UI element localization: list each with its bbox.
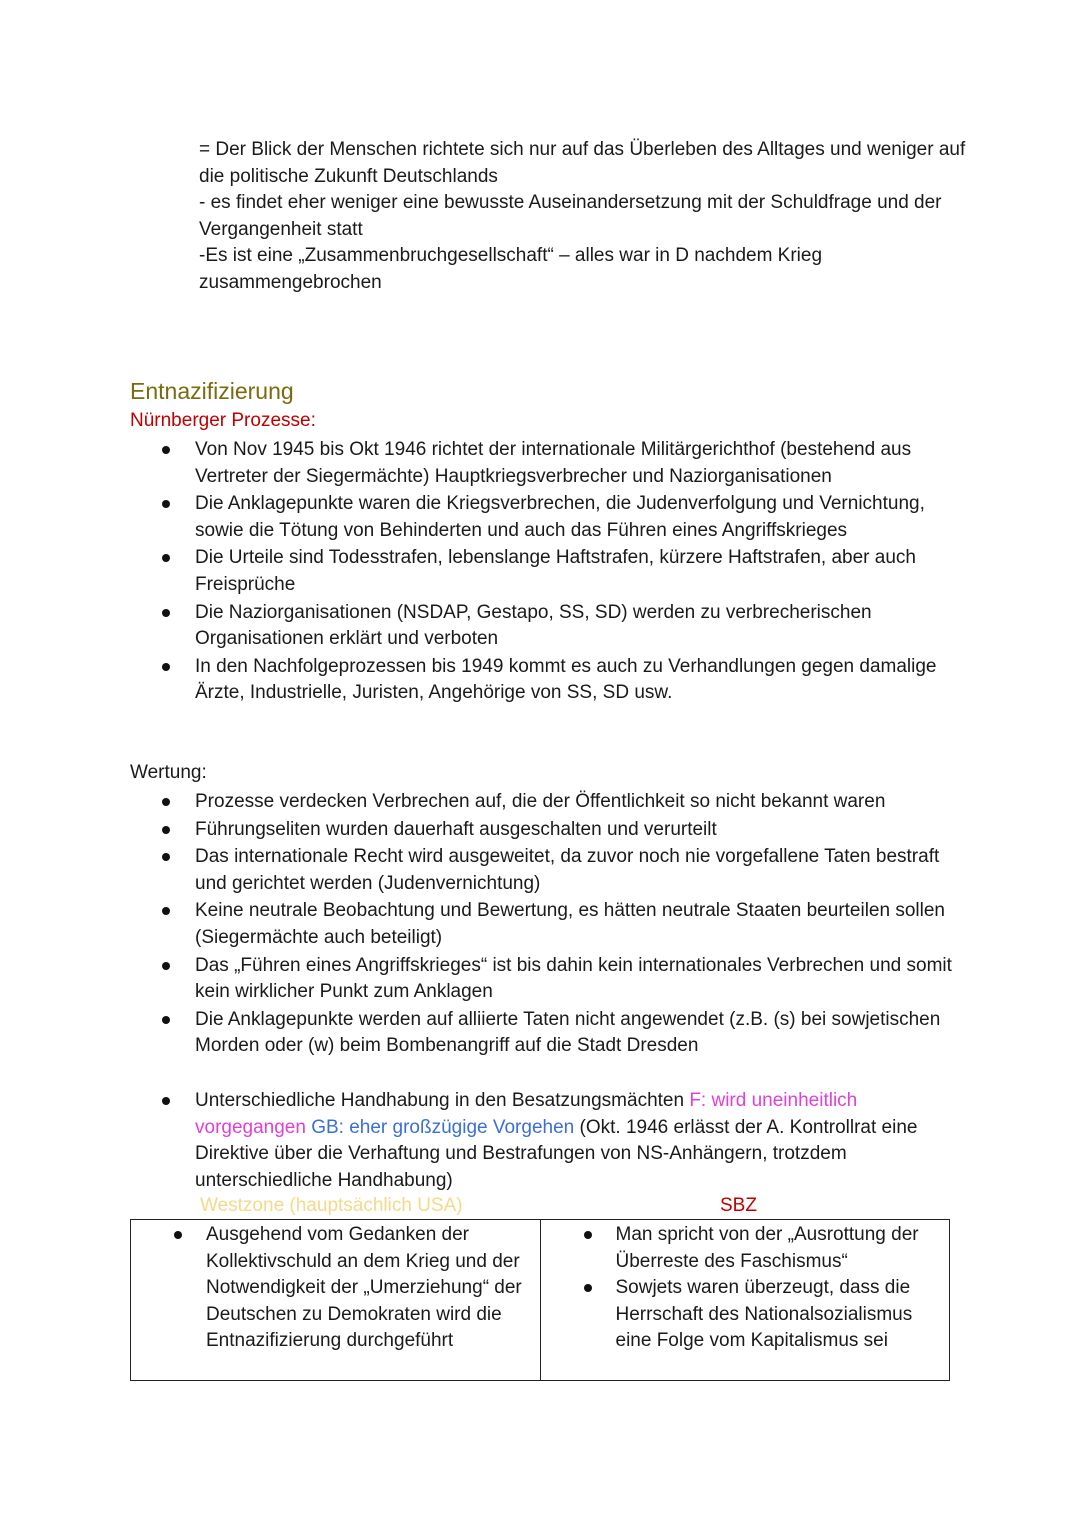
wertung-list — [130, 789, 960, 1061]
intro-line-3: -Es ist eine „Zusammenbruchgesellschaft“ – alles war in D nachdem Krieg zusammengebrochen — [199, 245, 823, 293]
bullet-icon — [162, 609, 170, 617]
list-item: Ausgehend vom Gedanken der Kollektivschuld an dem Krieg und der Notwendigkeit der „Umerziehung“ der Deutschen zu Demokraten wird die Entnazifizierung durchgeführt — [131, 1222, 540, 1355]
bullet-icon — [162, 1097, 170, 1105]
bullet-icon — [162, 907, 170, 915]
section-heading: Entnazifizierung — [130, 378, 294, 404]
westzone-label: Westzone (hauptsächlich USA) — [200, 1195, 463, 1216]
wertung-label: Wertung: — [130, 762, 207, 783]
bullet-icon — [174, 1231, 182, 1239]
zones-table — [130, 1219, 950, 1381]
bullet-icon — [162, 798, 170, 806]
list-item: Unterschiedliche Handhabung in den Besatzungsmächten F: wird uneinheitlich vorgegangen GB: eher großzügige Vorgehen (Okt. 1946 erlässt der A. Kontrollrat eine Direktive über die Verhaftung und Bestrafungen von NS-Anhängern, trotzdem unterschiedliche Handhabung) — [130, 1088, 960, 1194]
sbz-column — [540, 1220, 950, 1380]
bullet-icon — [162, 962, 170, 970]
list-item: Die Naziorganisationen (NSDAP, Gestapo, SS, SD) werden zu verbrecherischen Organisationen erklärt und verboten — [130, 600, 960, 653]
france-note: F: wird uneinheitlich vorgegangen — [195, 1090, 858, 1138]
list-item: Die Anklagepunkte werden auf alliierte Taten nicht angewendet (z.B. (s) bei sowjetischen Morden oder (w) beim Bombenangriff auf die Stadt Dresden — [130, 1007, 960, 1060]
bullet-icon — [162, 853, 170, 861]
list-item: Führungseliten wurden dauerhaft ausgeschalten und verurteilt — [130, 817, 960, 844]
list-item: Sowjets waren überzeugt, dass die Herrschaft des Nationalsozialismus eine Folge vom Kapitalismus sei — [541, 1275, 950, 1355]
intro-line-2: - es findet eher weniger eine bewusste Auseinandersetzung mit der Schuldfrage und der Vergangenheit statt — [199, 192, 942, 240]
bullet-icon — [584, 1284, 592, 1292]
list-item: Man spricht von der „Ausrottung der Überreste des Faschismus“ — [541, 1222, 950, 1275]
handling-list — [130, 1088, 960, 1195]
westzone-column — [131, 1220, 540, 1380]
list-item: Das internationale Recht wird ausgeweitet, da zuvor noch nie vorgefallene Taten bestraft und gerichtet werden (Judenvernichtung) — [130, 844, 960, 897]
list-item: Die Anklagepunkte waren die Kriegsverbrechen, die Judenverfolgung und Vernichtung, sowie die Tötung von Behinderten und auch das Führen eines Angriffskrieges — [130, 491, 960, 544]
bullet-icon — [162, 1016, 170, 1024]
bullet-icon — [162, 446, 170, 454]
intro-text — [199, 137, 969, 297]
list-item: Das „Führen eines Angriffskrieges“ ist bis dahin kein internationales Verbrechen und somit kein wirklicher Punkt zum Anklagen — [130, 953, 960, 1006]
list-item: Die Urteile sind Todesstrafen, lebenslange Haftstrafen, kürzere Haftstrafen, aber auch Freisprüche — [130, 545, 960, 598]
sbz-label: SBZ — [720, 1195, 757, 1216]
bullet-icon — [162, 500, 170, 508]
list-item: Prozesse verdecken Verbrechen auf, die der Öffentlichkeit so nicht bekannt waren — [130, 789, 960, 816]
bullet-icon — [162, 663, 170, 671]
list-item: Von Nov 1945 bis Okt 1946 richtet der internationale Militärgerichthof (bestehend aus Vertreter der Siegermächte) Hauptkriegsverbrecher und Naziorganisationen — [130, 437, 960, 490]
bullet-icon — [162, 826, 170, 834]
list-item: In den Nachfolgeprozessen bis 1949 kommt es auch zu Verhandlungen gegen damalige Ärzte, Industrielle, Juristen, Angehörige von SS, SD usw. — [130, 654, 960, 707]
bullet-icon — [584, 1231, 592, 1239]
bullet-icon — [162, 554, 170, 562]
section-subheading: Nürnberger Prozesse: — [130, 410, 316, 431]
intro-line-1: = Der Blick der Menschen richtete sich nur auf das Überleben des Alltages und weniger auf die politische Zukunft Deutschlands — [199, 139, 966, 187]
trials-list — [130, 437, 960, 708]
list-item: Keine neutrale Beobachtung und Bewertung, es hätten neutrale Staaten beurteilen sollen (Siegermächte auch beteiligt) — [130, 898, 960, 951]
britain-note: GB: eher großzügige Vorgehen — [311, 1116, 575, 1138]
